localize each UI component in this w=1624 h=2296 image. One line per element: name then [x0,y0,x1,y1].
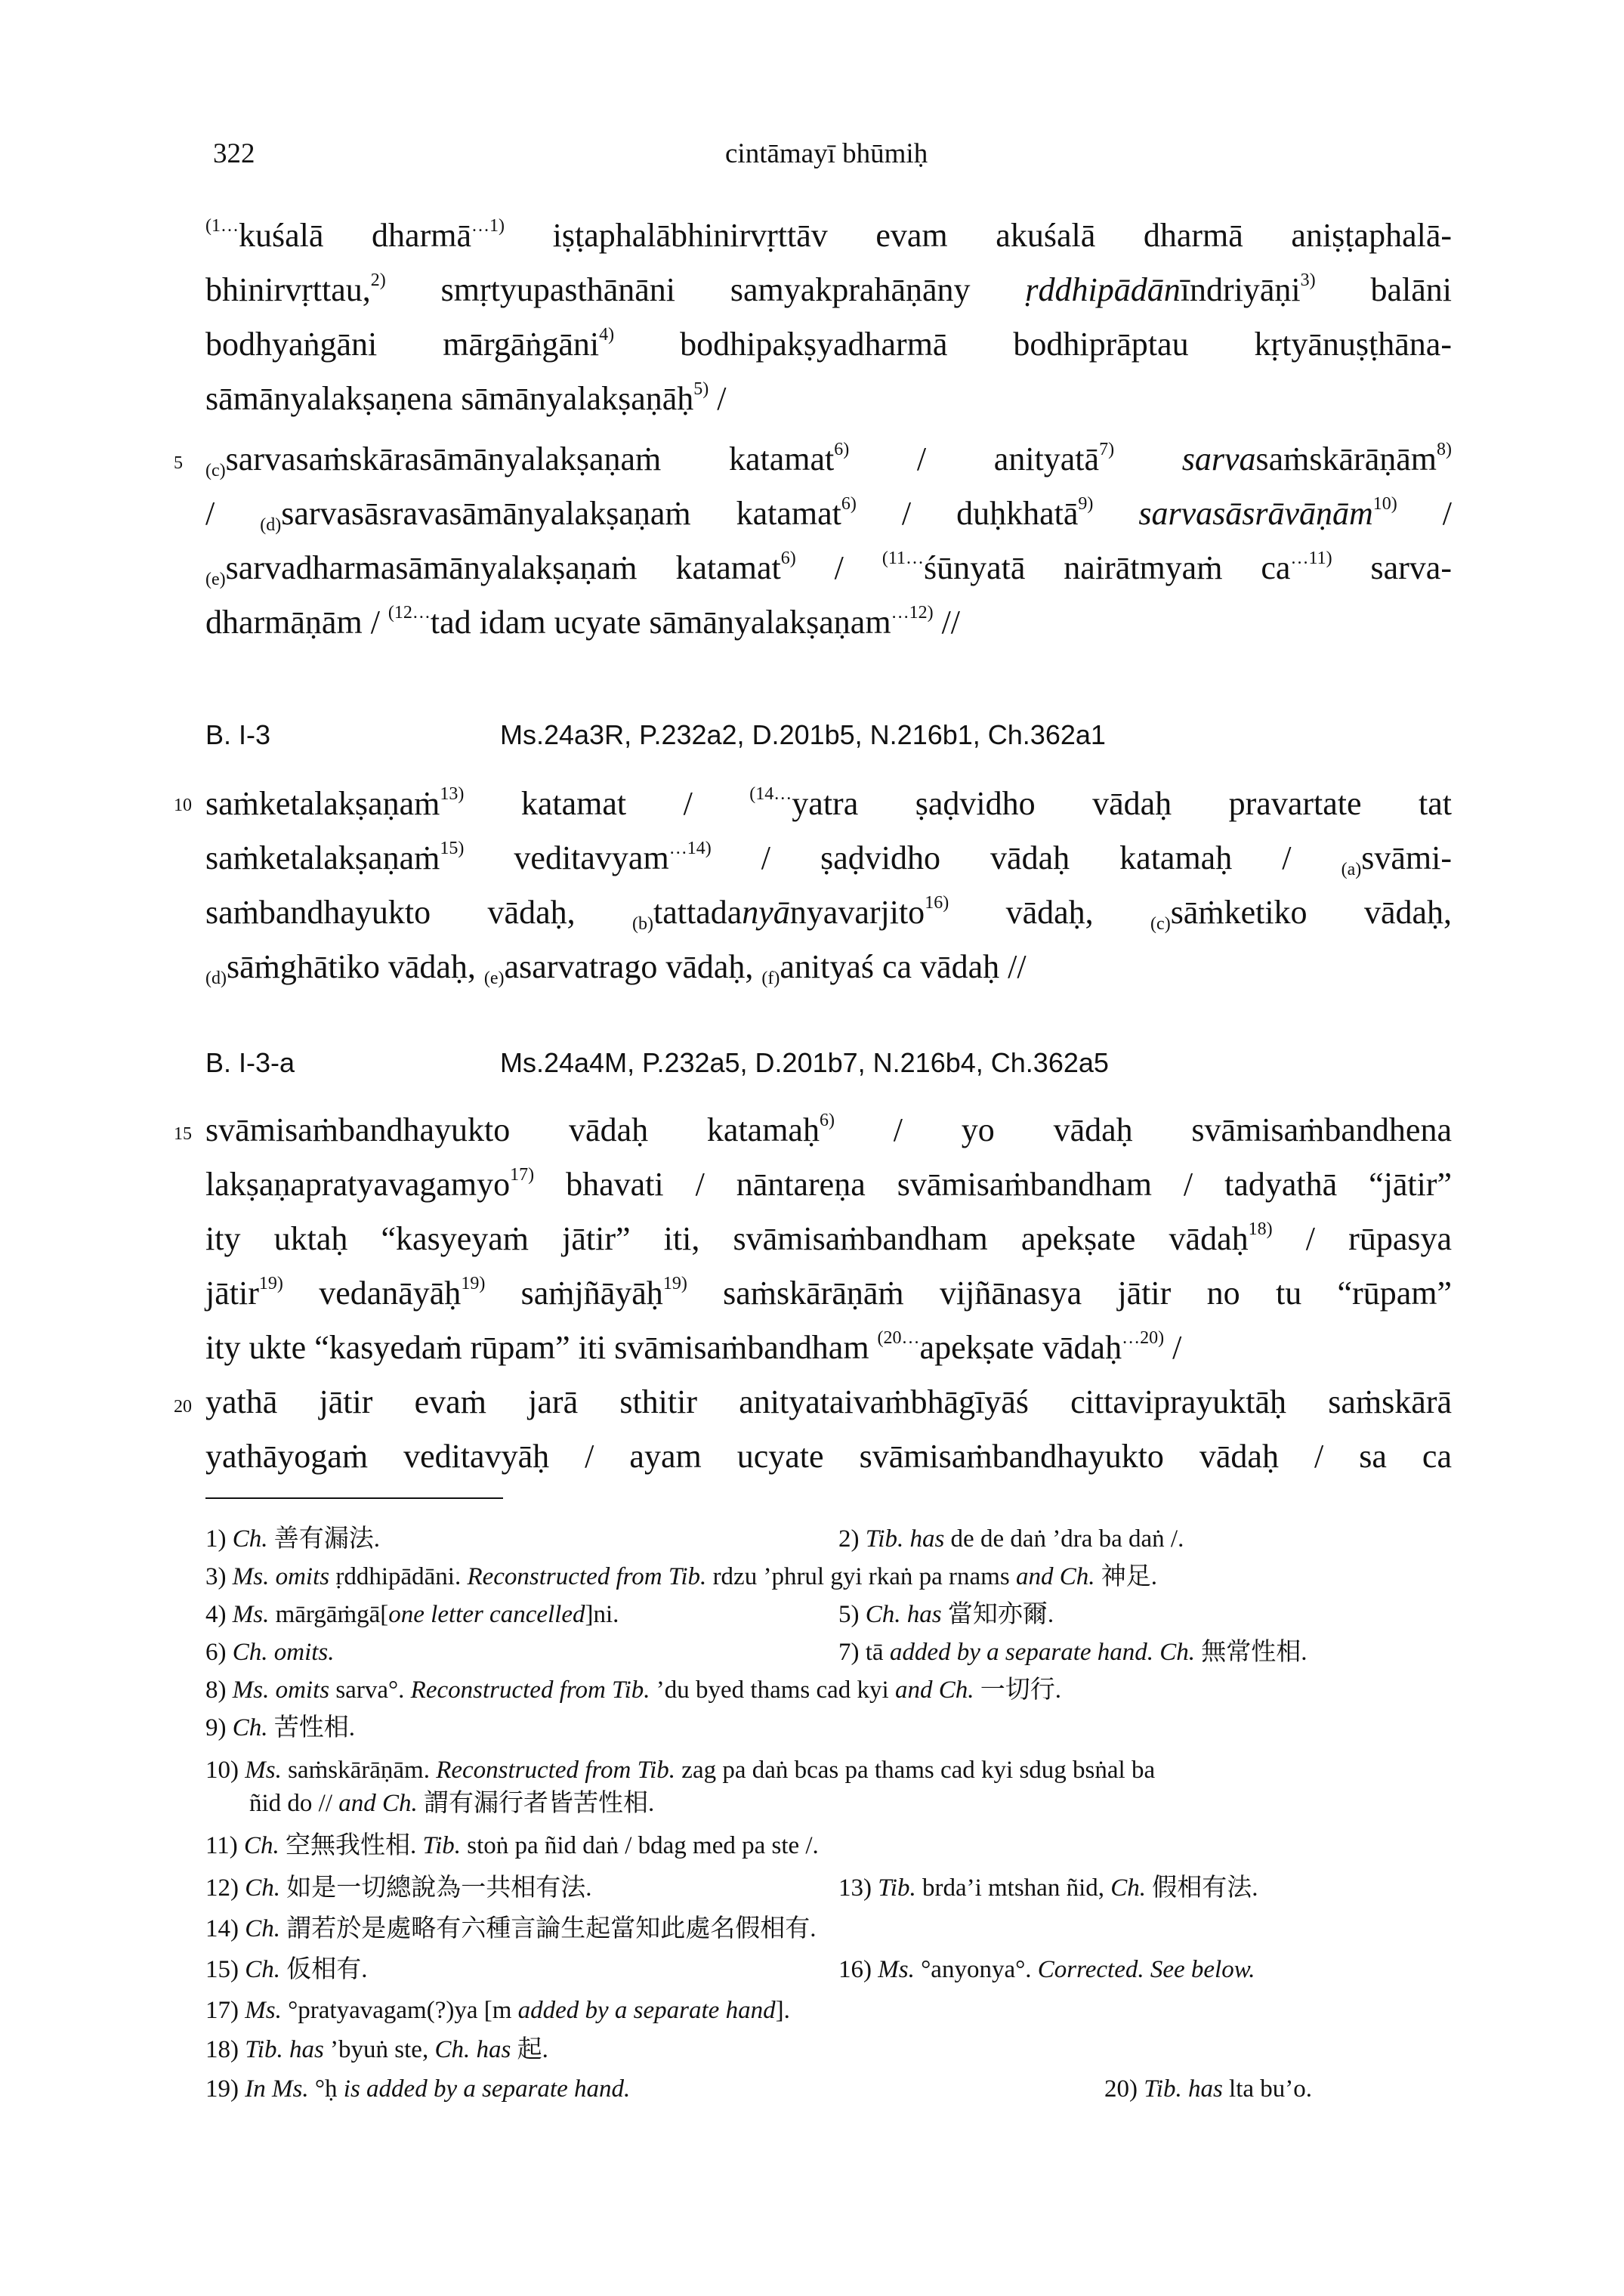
footnote-6: 6) Ch. omits. [205,1639,335,1666]
text-line: saṁbandhayukto vādaḥ, $_{(b)}$tattadanyānyavarjito$^{16)}$ vādaḥ, $_{(c)}$sāṁketiko vādaḥ, [205,893,1452,934]
footnote-4: 4) Ms. mārgāṁgā[one letter cancelled]ni. [205,1601,619,1628]
footnote-12: 12) Ch. 如是一切總說為一共相有法. [205,1874,592,1902]
text-line: $_{(c)}$sarvasaṁskārasāmānyalakṣaṇaṁ katamat$^{6)}$ / anityatā$^{7)}$ sarvasaṁskārāṇām$^{8)}$ [205,440,1452,481]
line-number: 5 [174,453,183,473]
text-line: $_{(e)}$sarvadharmasāmānyalakṣaṇaṁ katamat$^{6)}$ / $^{(11\dots}$śūnyatā nairātmyaṁ $ca^{\dots 11)}$ sarva- [205,549,1452,589]
footnote-8: 8) Ms. omits sarva°. Reconstructed from Tib. ’du byed thams cad kyi and Ch. 一切行. [205,1676,1061,1704]
footnote-19: 19) In Ms. °ḥ is added by a separate hand. [205,2075,631,2103]
footnote-1: 1) Ch. 善有漏法. [205,1525,381,1553]
footnote-13: 13) Tib. brda’i mtshan ñid, Ch. 假相有法. [838,1874,1258,1902]
footnote-10-cont: ñid do // and Ch. 謂有漏行者皆苦性相. [249,1790,655,1817]
text-line: bhinirvṛttau,$^{2)}$ smṛtyupasthānāni samyakprahāṇāny ṛddhipādānīndriyāṇi$^{3)}$ balāni [205,270,1452,308]
text-line: sāmānyalakṣaṇena sāmānyalakṣaṇāḥ$^{5)}$ / [205,379,727,417]
text-line: dharmāṇām / $^{(12\dots}$tad idam ucyate sāmānyalakṣaṇam$^{\dots 12)}$ // [205,603,961,641]
footnote-10: 10) Ms. saṁskārāṇām. Reconstructed from Tib. zag pa daṅ bcas pa thams cad kyi sdug bsṅal ba [205,1757,1156,1784]
text-line: $^{(1\dots}$kuśalā dharmā$^{\dots 1)}$ iṣṭaphalābhinirvṛttāv evam akuśalā dharmā aniṣṭaphalā- [205,216,1452,254]
text-line: svāmisaṁbandhayukto vādaḥ katamaḥ$^{6)}$ / yo vādaḥ svāmisaṁbandhena [205,1111,1452,1148]
text-line: bodhyaṅgāni mārgāṅgāni$^{4)}$ bodhipakṣyadharmā bodhiprāptau kṛtyānuṣṭhāna- [205,325,1452,363]
text-line: saṁketalakṣaṇaṁ$^{15)}$ veditavyam$^{\dots 14)}$ / ṣaḍvidho vādaḥ katamaḥ / $_{(a)}$svāmi- [205,839,1453,879]
text-line: yathāyogaṁ veditavyāḥ / ayam ucyate svāmisaṁbandhayukto vādaḥ / sa ca [205,1438,1452,1475]
running-title: cintāmayī bhūmiḥ [725,138,928,169]
footnote-11: 11) Ch. 空無我性相. Tib. stoṅ pa ñid daṅ / bdag med pa ste /. [205,1832,819,1859]
footnote-3: 3) Ms. omits ṛddhipādāni. Reconstructed from Tib. rdzu ’phrul gyi rkaṅ pa rnams and Ch. 神足. [205,1563,1157,1590]
footnote-16: 16) Ms. °anyonya°. Corrected. See below. [838,1956,1255,1983]
text-line: yathā jātir evaṁ jarā sthitir anityataivaṁbhāgīyāś cittaviprayuktāḥ saṁskārā [205,1383,1452,1420]
text-line: / $_{(d)}$sarvasāsravasāmānyalakṣaṇaṁ katamat$^{6)}$ / duḥkhatā$^{9)}$ sarvasāsrāvāṇām$^{10)}$ / [205,494,1453,535]
footnote-14: 14) Ch. 謂若於是處略有六種言論生起當知此處名假相有. [205,1915,817,1942]
footnote-15: 15) Ch. 仮相有. [205,1956,368,1983]
footnote-2: 2) Tib. has de de daṅ ’dra ba daṅ /. [838,1525,1184,1553]
section-heading: B. I-3-a [205,1047,295,1078]
section-references: Ms.24a3R, P.232a2, D.201b5, N.216b1, Ch.362a1 [500,719,1106,750]
text-line: ity uktaḥ “kasyeyaṁ jātir” iti, svāmisaṁbandham apekṣate vādaḥ$^{18)}$ / rūpasya [205,1219,1452,1257]
page-number: 322 [213,138,255,169]
text-line: jātir$^{19)}$ vedanāyāḥ$^{19)}$ saṁjñāyāḥ$^{19)}$ saṁskārāṇāṁ vijñānasya jātir no tu “rūpam” [205,1274,1452,1312]
footnote-5: 5) Ch. has 當知亦爾. [838,1601,1054,1628]
line-number: 15 [174,1124,192,1144]
footnote-rule [205,1497,503,1499]
section-references: Ms.24a4M, P.232a5, D.201b7, N.216b4, Ch.362a5 [500,1047,1109,1078]
footnote-17: 17) Ms. °pratyavagam(?)ya [m added by a separate hand]. [205,1997,790,2024]
text-line: lakṣaṇapratyavagamyo$^{17)}$ bhavati / nāntareṇa svāmisaṁbandham / tadyathā “jātir” [205,1165,1452,1203]
section-heading: B. I-3 [205,719,271,750]
line-number: 10 [174,796,192,815]
footnote-7: 7) tā added by a separate hand. Ch. 無常性相. [838,1639,1308,1666]
footnote-18: 18) Tib. has ’byuṅ ste, Ch. has 起. [205,2036,548,2063]
footnote-20: 20) Tib. has lta bu’o. [1104,2075,1313,2103]
text-line: saṁketalakṣaṇaṁ$^{13)}$ katamat / $^{(14\dots}$yatra ṣaḍvidho vādaḥ pravartate tat [205,784,1452,822]
line-number: 20 [174,1397,192,1417]
text-line: $_{(d)}$sāṁghātiko vādaḥ, $_{(e)}$asarvatrago vādaḥ, $_{(f)}$anityaś ca vādaḥ // [205,948,1027,988]
text-line: ity ukte “kasyedaṁ rūpam” iti svāmisaṁbandham $^{(20\dots}$apekṣate vādaḥ$^{\dots 20)}$ / [205,1328,1182,1366]
footnote-9: 9) Ch. 苦性相. [205,1714,356,1741]
